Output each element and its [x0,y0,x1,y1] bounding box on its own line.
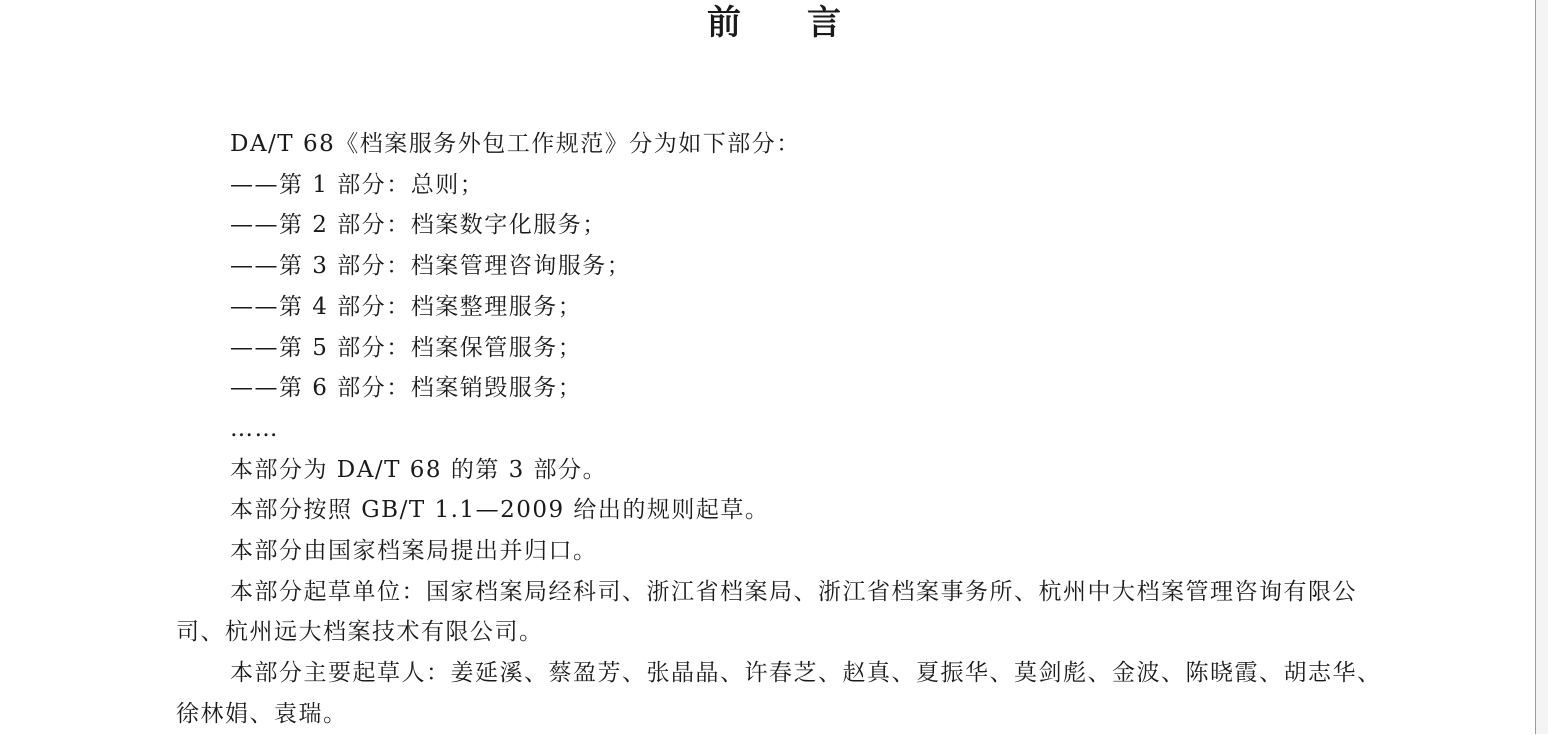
heading-char-1: 前 [707,3,741,43]
section-heading [0,0,1548,46]
part-list-item: ——第 4 部分：档案整理服务； [230,293,583,320]
ellipsis-line: …… [230,415,279,442]
document-body [176,124,1388,735]
drafters-paragraph: 本部分主要起草人：姜延溪、蔡盈芳、张晶晶、许春芝、赵真、夏振华、莫剑彪、金波、陈晓霞、胡志华、徐林娟、袁瑞。 [176,660,1382,727]
part-statement-paragraph: 本部分为 DA/T 68 的第 3 部分。 [230,456,608,483]
part-list-item: ——第 6 部分：档案销毁服务； [230,375,583,402]
part-list-item: ——第 2 部分：档案数字化服务； [230,212,607,239]
part-list-item: ——第 1 部分：总则； [230,171,485,198]
proposer-paragraph: 本部分由国家档案局提出并归口。 [230,538,598,565]
drafting-rules-paragraph: 本部分按照 GB/T 1.1—2009 给出的规则起草。 [230,497,770,524]
part-list-item: ——第 3 部分：档案管理咨询服务； [230,253,632,280]
heading-char-2: 言 [807,3,841,43]
part-list-item: ——第 5 部分：档案保管服务； [230,334,583,361]
page-edge-divider [1535,0,1548,734]
drafting-units-paragraph: 本部分起草单位：国家档案局经科司、浙江省档案局、浙江省档案事务所、杭州中大档案管理咨询有限公司、杭州远大档案技术有限公司。 [176,578,1357,646]
intro-paragraph: DA/T 68《档案服务外包工作规范》分为如下部分： [230,131,801,157]
